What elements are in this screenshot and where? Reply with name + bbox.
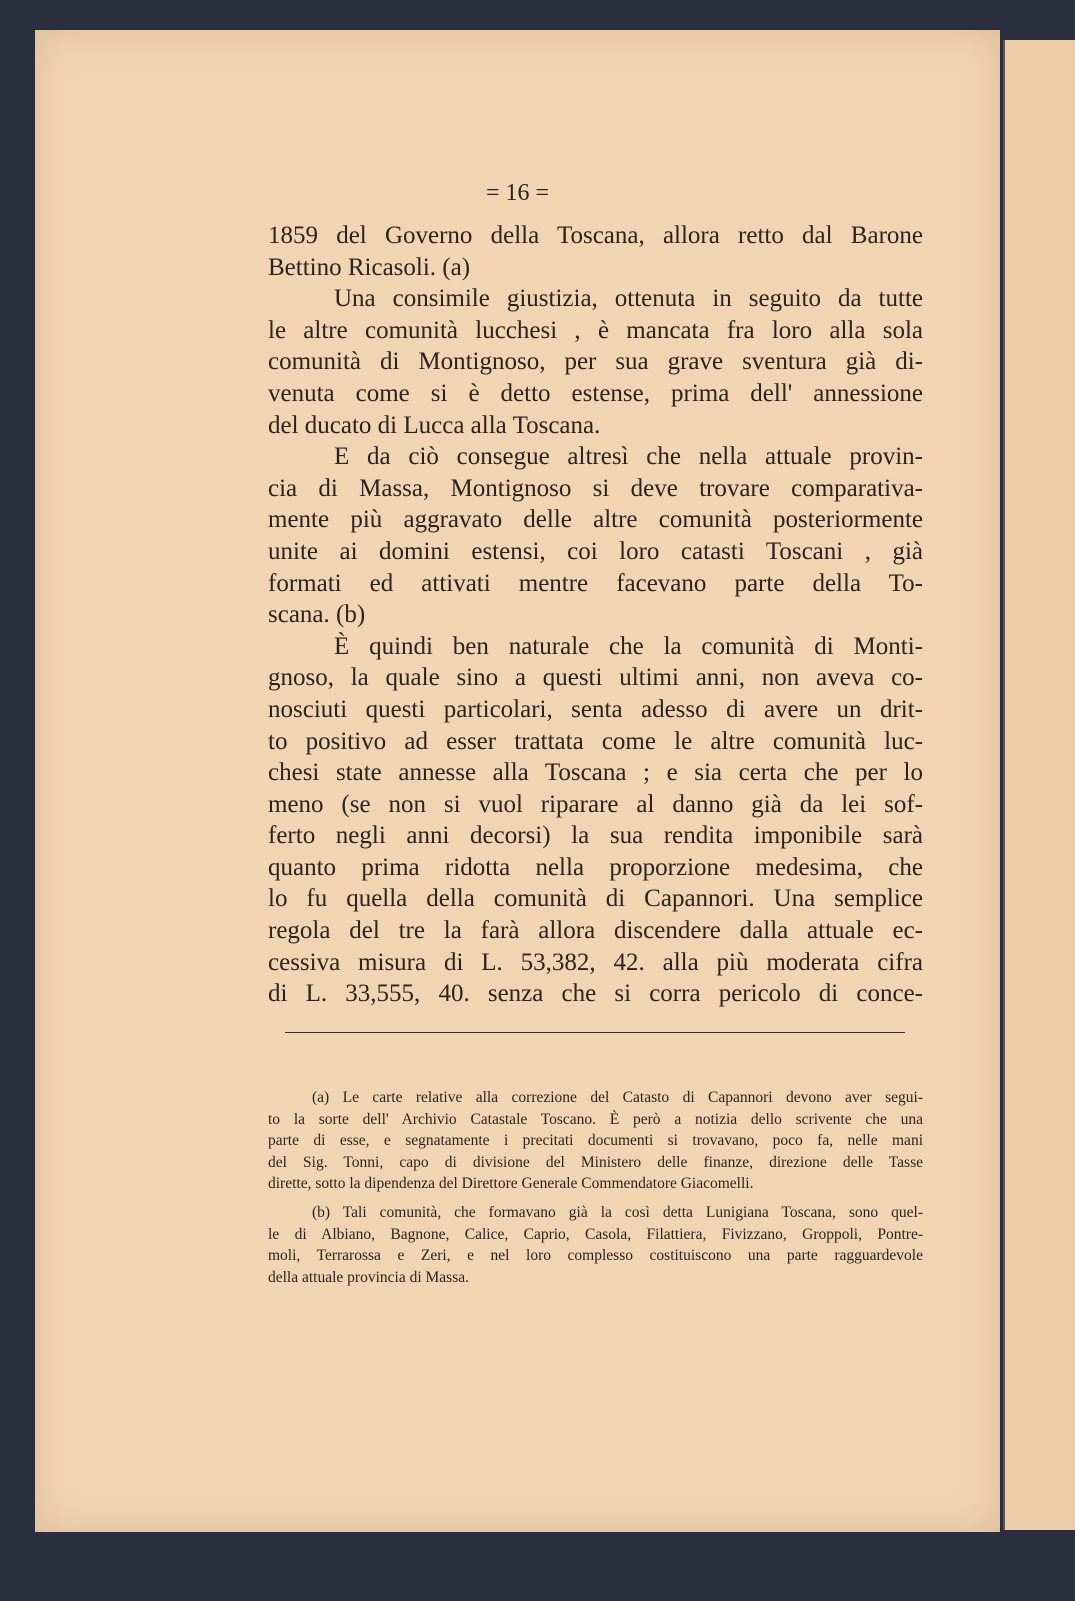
- next-page-edge: [1003, 40, 1075, 1530]
- text-line: gnoso, la quale sino a questi ultimi anni, non aveva co-: [268, 664, 923, 692]
- footnote-line: della attuale provincia di Massa.: [268, 1268, 470, 1286]
- text-line: chesi state annesse alla Toscana ; e sia certa che per lo: [268, 759, 923, 787]
- text-line: formati ed attivati mentre facevano parte della To-: [268, 569, 923, 597]
- text-line: to positivo ad esser trattata come le altre comunità luc-: [268, 727, 923, 755]
- text-line: venuta come si è detto estense, prima dell' annessione: [268, 379, 923, 407]
- footnote-line: le di Albiano, Bagnone, Calice, Caprio, Casola, Filattiera, Fivizzano, Groppoli, Pontre-: [268, 1225, 923, 1243]
- text-line: mente più aggravato delle altre comunità posteriormente: [268, 506, 923, 534]
- text-line: cia di Massa, Montignoso si deve trovare comparativa-: [268, 474, 923, 502]
- text-line: lo fu quella della comunità di Capannori. Una semplice: [268, 885, 923, 913]
- footnote-line: (b) Tali comunità, che formavano già la così detta Lunigiana Toscana, sono quel-: [312, 1203, 923, 1221]
- footnote-line: moli, Terrarossa e Zeri, e nel loro complesso costituiscono una parte ragguardevole: [268, 1247, 923, 1265]
- footnotes: [268, 1087, 923, 1295]
- footnote-line: del Sig. Tonni, capo di divisione del Ministero delle finanze, direzione delle Tasse: [268, 1153, 923, 1171]
- footnote-line: parte di esse, e segnatamente i precitati documenti si trovavano, poco fa, nelle mani: [268, 1132, 923, 1150]
- text-line: cessiva misura di L. 53,382, 42. alla più moderata cifra: [268, 948, 923, 976]
- text-line: regola del tre la farà allora discendere dalla attuale ec-: [268, 917, 923, 945]
- text-line: comunità di Montignoso, per sua grave sventura già di-: [268, 348, 923, 376]
- text-line: unite ai domini estensi, coi loro catasti Toscani , già: [268, 537, 923, 565]
- text-line: È quindi ben naturale che la comunità di Monti-: [334, 632, 923, 660]
- footnote: [268, 1202, 923, 1288]
- footnote-line: to la sorte dell' Archivio Catastale Toscano. È però a notizia dello scrivente che una: [268, 1110, 923, 1128]
- footnote: [268, 1087, 923, 1195]
- text-line: meno (se non si vuol riparare al danno già da lei sof-: [268, 790, 923, 818]
- text-line: del ducato di Lucca alla Toscana.: [268, 411, 601, 439]
- text-line: Bettino Ricasoli. (a): [268, 253, 471, 281]
- page-number: = 16 =: [485, 180, 550, 206]
- body-text: [268, 220, 923, 1010]
- footnote-line: dirette, sotto la dipendenza del Direttore Generale Commendatore Giacomelli.: [268, 1175, 754, 1193]
- footnote-line: (a) Le carte relative alla correzione del Catasto di Capannori devono aver segui-: [312, 1089, 923, 1106]
- text-line: quanto prima ridotta nella proporzione medesima, che: [268, 853, 923, 881]
- text-line: di L. 33,555, 40. senza che si corra pericolo di conce-: [268, 980, 923, 1008]
- text-line: ferto negli anni decorsi) la sua rendita imponibile sarà: [268, 822, 923, 850]
- footnote-separator: [285, 1032, 905, 1033]
- text-line: Una consimile giustizia, ottenuta in seguito da tutte: [334, 285, 923, 313]
- text-line: scana. (b): [268, 601, 366, 629]
- text-line: E da ciò consegue altresì che nella attuale provin-: [334, 443, 923, 471]
- book-page: [35, 30, 1000, 1532]
- text-line: 1859 del Governo della Toscana, allora retto dal Barone: [268, 222, 923, 249]
- text-line: le altre comunità lucchesi , è mancata fra loro alla sola: [268, 316, 923, 344]
- text-line: nosciuti questi particolari, senta adesso di avere un drit-: [268, 695, 923, 723]
